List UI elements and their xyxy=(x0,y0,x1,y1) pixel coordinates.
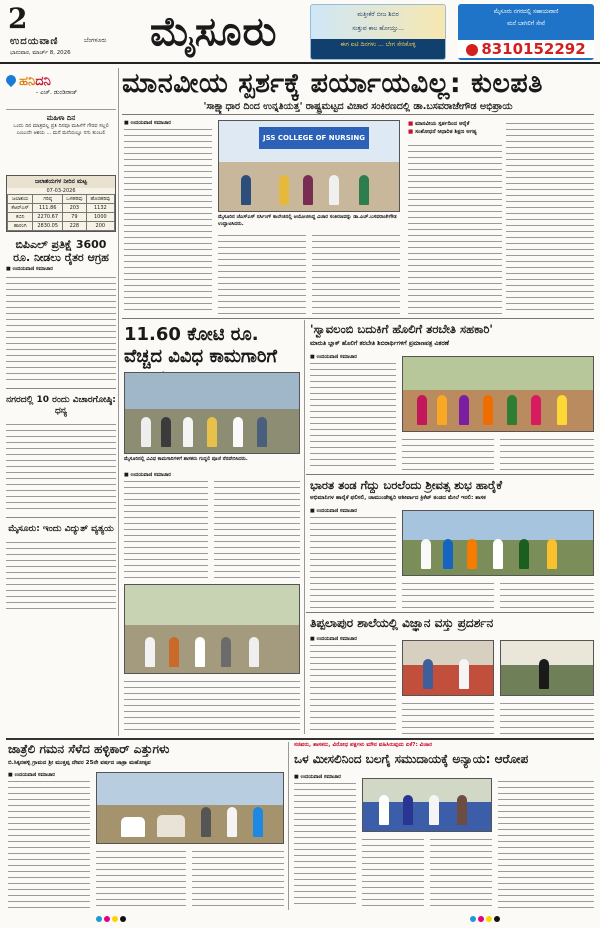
ad2-phone xyxy=(458,40,594,58)
story2-headline: ನಗರದಲ್ಲಿ 10 ರಂದು ವಿಚಾರಗೋಷ್ಠಿ: ಧನ್ಯ xyxy=(6,395,116,416)
cricket-photo xyxy=(402,510,594,576)
poem-title: ಮಹಿಳಾ ದಿನ xyxy=(46,114,76,122)
support-body-col1 xyxy=(310,360,396,470)
table-cell: ಕಬಿನಿ xyxy=(8,213,33,222)
advertisement-2 xyxy=(458,4,594,60)
table-cell: 2270.67 xyxy=(33,213,63,222)
water-level-title: ಜಲಾಶಯಗಳ ನೀರಿನ ಮಟ್ಟ xyxy=(7,176,115,188)
fair-body-col2 xyxy=(96,848,186,908)
print-registration-marks xyxy=(96,916,128,924)
lead-photo xyxy=(218,120,400,212)
water-level-date: 07-03-2026 xyxy=(46,188,76,194)
ad2-phone-number: 8310152292 xyxy=(481,40,586,58)
works-body-bottom xyxy=(124,678,300,732)
highlight-item: ■ ಸಂಶೋಧನೆ ಆಧಾರಿತ ಶಿಕ್ಷಣ ಅಗತ್ಯ xyxy=(408,128,502,136)
table-cell: 203 xyxy=(63,204,87,213)
table-header: ಗರಿಷ್ಠ xyxy=(33,195,63,204)
honi-dani-brand xyxy=(6,70,116,110)
lead-body-col1 xyxy=(124,126,212,314)
reservation-body-col2 xyxy=(362,836,424,908)
table-header: ಹೊರಹರಿವು xyxy=(86,195,114,204)
table-cell: 111.86 xyxy=(33,204,63,213)
left-column xyxy=(6,70,116,738)
table-header: ಒಳಹರಿವು xyxy=(63,195,87,204)
support-photo xyxy=(402,356,594,432)
reservation-byline: ■ ಉದಯವಾಣಿ ಸಮಾಚಾರ xyxy=(294,774,341,780)
fair-photo xyxy=(96,772,284,844)
story3-body xyxy=(6,539,116,609)
fair-body-col1 xyxy=(8,778,90,908)
science-body-col1 xyxy=(310,642,396,734)
table-cell: 79 xyxy=(63,213,87,222)
cricket-body-col3 xyxy=(500,580,594,608)
works-body-col1 xyxy=(124,478,208,580)
reservation-body-col4 xyxy=(498,778,594,908)
cricket-headline: ಭಾರತ ತಂಡ ಗೆದ್ದು ಬರಲೆಂದು ಶ್ರೀವತ್ಸ ಶುಭ ಹಾರೈಕೆ xyxy=(310,478,503,492)
phone-icon xyxy=(466,44,478,56)
fair-headline: ಜಾತ್ರೆಲಿ ಗಮನ ಸೆಳೆದ ಹಳ್ಳಿಕಾರ್ ಎತ್ತುಗಳು xyxy=(8,742,170,756)
story1-headline: ಬಿಪಿಎಲ್ ಪ್ರತಿಕ್ಷೆ 3600 ರೂ. ನೀಡಲು ರೈತರ ಆಗ್ರಹ xyxy=(13,238,109,264)
story2-body xyxy=(6,421,116,513)
table-header: ಜಲಾಶಯ xyxy=(8,195,33,204)
science-photo-1 xyxy=(402,640,494,696)
lead-body-col2 xyxy=(218,232,306,314)
lead-subheadline: 'ಸಾಕ್ಷ್ಯಾಧಾರ ದಿಂದ ಉನ್ನತಿಯತ್ತ' ರಾಷ್ಟ್ರಮಟ್ಟದ ವಿಚಾರ ಸಂಕಿರಣದಲ್ಲಿ ಡಾ.ಬಸವರಾಜೇಗೌಡ ಅಭಿಪ್ರಾಯ xyxy=(203,101,513,112)
science-byline: ■ ಉದಯವಾಣಿ ಸಮಾಚಾರ xyxy=(310,636,357,642)
lead-body-col3 xyxy=(312,232,400,314)
reservation-body-col1 xyxy=(294,780,356,908)
table-cell: 2830.05 xyxy=(33,222,63,231)
lead-body-col5 xyxy=(506,120,594,314)
section-title: ಮೈಸೂರು xyxy=(150,8,278,55)
table-row xyxy=(8,222,115,231)
brand-word-b: ದನಿ xyxy=(35,74,51,89)
works-photo-2 xyxy=(124,584,300,674)
table-row xyxy=(8,204,115,213)
science-photo-2 xyxy=(500,640,594,696)
table-header-row xyxy=(8,195,115,204)
ad2-line-2: ಮನೆ ಬಾಗಿಲಿಗೆ ಸೇವೆ xyxy=(507,21,545,27)
masthead xyxy=(0,0,600,64)
reservation-body-col3 xyxy=(430,836,492,908)
paper-date: ಭಾನುವಾರ, ಮಾರ್ಚ್ 8, 2026 xyxy=(10,50,71,56)
story1-body xyxy=(6,274,116,384)
table-cell: 1000 xyxy=(86,213,114,222)
table-cell: ಹಾರಂಗಿ xyxy=(8,222,33,231)
support-subheadline: ಮಾರುತಿ ಬ್ಲಾಕ್ ಹೊಲಿಗೆ ತರಬೇತಿ ಶಿಬಿರಾರ್ಥಿಗಳಿಗೆ ಪ್ರಮಾಣಪತ್ರ ವಿತರಣೆ xyxy=(310,340,449,347)
table-cell: 200 xyxy=(86,222,114,231)
advertisement-1 xyxy=(310,4,446,60)
water-level-table xyxy=(7,194,115,231)
support-byline: ■ ಉದಯವಾಣಿ ಸಮಾಚಾರ xyxy=(310,354,357,360)
paper-name: ಉದಯವಾಣಿ xyxy=(10,36,59,47)
cricket-byline: ■ ಉದಯವಾಣಿ ಸಮಾಚಾರ xyxy=(310,508,357,514)
fair-byline: ■ ಉದಯವಾಣಿ ಸಮಾಚಾರ xyxy=(8,772,55,778)
page-number: 2 xyxy=(8,2,28,35)
reservation-kicker: ಸಚಿವರು, ಶಾಸಕರು, ವಿರೋಧ ಪಕ್ಷಗಳು ಮೌನ ವಹಿಸಿರುವುದು ಏಕೆ?: ವಿಚಾರ xyxy=(294,742,433,748)
paper-city: ಬೆಂಗಳೂರು xyxy=(84,37,107,44)
reservation-headline: ಒಳ ಮೀಸಲಿನಿಂದ ಬಲಗೈ ಸಮುದಾಯಕ್ಕೆ ಅನ್ಯಾಯ: ಆರೋಪ xyxy=(294,752,529,766)
works-byline: ■ ಉದಯವಾಣಿ ಸಮಾಚಾರ xyxy=(124,472,171,478)
cricket-body-col2 xyxy=(402,580,494,608)
poem-text: ಒಂದು ದಿನ ಮಾತ್ರವಲ್ಲ ಪ್ರತಿ ದಿನವೂ ಮಹಿಳೆಗೆ ಗೌರವ ಸಲ್ಲಲಿ ಎಂಬುದೇ ಆಶಯ ... ಮನೆ ಮನೆಯಲ್ಲೂ ನಗು ತುಂಬಲಿ xyxy=(13,123,109,136)
support-body-col3 xyxy=(500,436,594,470)
ad2-line-1: ಮೈಸೂರು ನಗರದಲ್ಲಿ ಸಹಾಯವಾಣಿ xyxy=(493,9,559,15)
drop-icon xyxy=(4,73,18,87)
science-body-col2 xyxy=(402,700,494,734)
cricket-body-col1 xyxy=(310,514,396,608)
print-registration-marks xyxy=(470,916,502,924)
lead-headline: ಮಾನವೀಯ ಸ್ಪರ್ಶಕ್ಕೆ ಪರ್ಯಾಯವಿಲ್ಲ: ಕುಲಪತಿ xyxy=(122,68,543,99)
table-row xyxy=(8,213,115,222)
lead-byline: ■ ಉದಯವಾಣಿ ಸಮಾಚಾರ xyxy=(124,120,171,126)
table-cell: ಕೆಆರ್‌ಎಸ್ xyxy=(8,204,33,213)
lead-banner: JSS COLLEGE OF NURSING xyxy=(259,127,369,149)
support-headline: 'ಸ್ವಾವಲಂಬಿ ಬದುಕಿಗೆ ಹೊಲಿಗೆ ತರಬೇತಿ ಸಹಕಾರಿ' xyxy=(310,322,493,336)
table-cell: 228 xyxy=(63,222,87,231)
lead-highlights xyxy=(408,120,502,136)
fair-subheadline: ಬಿ.ಸಿಕ್ಕನಹಳ್ಳಿ ಗ್ರಾಮದ ಶ್ರೀ ಮುತ್ತಪ್ಪ ದೇವರ 25ನೇ ವರ್ಷದ ಜಾತ್ರಾ ಮಹೋತ್ಸವ xyxy=(8,760,151,766)
lead-body-col4 xyxy=(408,142,502,314)
ad1-line-2: ಸುತ್ತುವ ಕಾಲ ಹೋಯ್ತು... xyxy=(352,25,404,32)
science-body-col3 xyxy=(500,700,594,734)
fair-body-col3 xyxy=(192,848,284,908)
story1-byline: ■ ಉದಯವಾಣಿ ಸಮಾಚಾರ xyxy=(6,266,53,272)
works-photo-caption: ಮೈಸೂರಿನಲ್ಲಿ ವಿವಿಧ ಕಾಮಗಾರಿಗಳಿಗೆ ಶಾಸಕರು ಗುದ್ದಲಿ ಪೂಜೆ ನೆರವೇರಿಸಿದರು. xyxy=(124,456,248,462)
ad1-line-1: ಮತ್ತೀಕೆರೆ ಬೀಜ ಶಿಬಿರ xyxy=(357,11,399,18)
water-level-box xyxy=(6,175,116,232)
works-body-col2 xyxy=(214,478,300,580)
works-headline: 11.60 ಕೋಟಿ ರೂ. ವೆಚ್ಚದ ವಿವಿಧ ಕಾಮಗಾರಿಗೆ xyxy=(124,324,277,367)
lead-photo-caption: ಮೈಸೂರಿನ ಜೆಎಸ್‌ಎಸ್ ನರ್ಸಿಂಗ್ ಕಾಲೇಜಿನಲ್ಲಿ ಆಯೋಜಿಸಿದ್ದ ವಿಚಾರ ಸಂಕಿರಣವನ್ನು ಡಾ.ಎಚ್.ಬಸವರಾಜೇಗೌಡ ಉದ್ಘಾಟಿಸಿದರು. xyxy=(218,214,397,227)
reservation-photo xyxy=(362,778,492,832)
ad1-strip: ಈಗ ಐಟಿ ದಿನಗಳು ... ಬೇಗ ಸೇರಿಕೊಳ್ಳಿ xyxy=(311,39,445,59)
brand-word-a: ಹನಿ xyxy=(19,74,36,89)
works-photo xyxy=(124,372,300,454)
story3-headline: ಮೈಸೂರು: ಇಂದು ವಿದ್ಯುತ್ ವ್ಯತ್ಯಯ xyxy=(8,524,114,534)
highlight-item: ■ ಮಾನವೀಯ ಸ್ಪರ್ಶದಿಂದ ಆರೈಕೆ xyxy=(408,120,502,128)
science-headline: ತಿಪ್ಪಲಾಪುರ ಶಾಲೆಯಲ್ಲಿ ವಿಜ್ಞಾನ ವಸ್ತು ಪ್ರದರ್ಶನ xyxy=(310,616,494,630)
table-cell: 1132 xyxy=(86,204,114,213)
brand-author: - ಎಚ್. ಡುಂಡಿರಾಜ್ xyxy=(36,89,78,96)
support-body-col2 xyxy=(402,436,494,470)
cricket-subheadline: ಅಭಿಮಾನಿಗಳ ಹಾರೈಕೆ ಫಲಿಸಲಿ, ಚಾಮುಂಡೇಶ್ವರಿ ಆಶೀರ್ವಾದ ಕ್ರಿಕೆಟ್ ತಂಡದ ಮೇಲೆ ಇರಲಿ: ಶಾಸಕ xyxy=(310,495,486,501)
